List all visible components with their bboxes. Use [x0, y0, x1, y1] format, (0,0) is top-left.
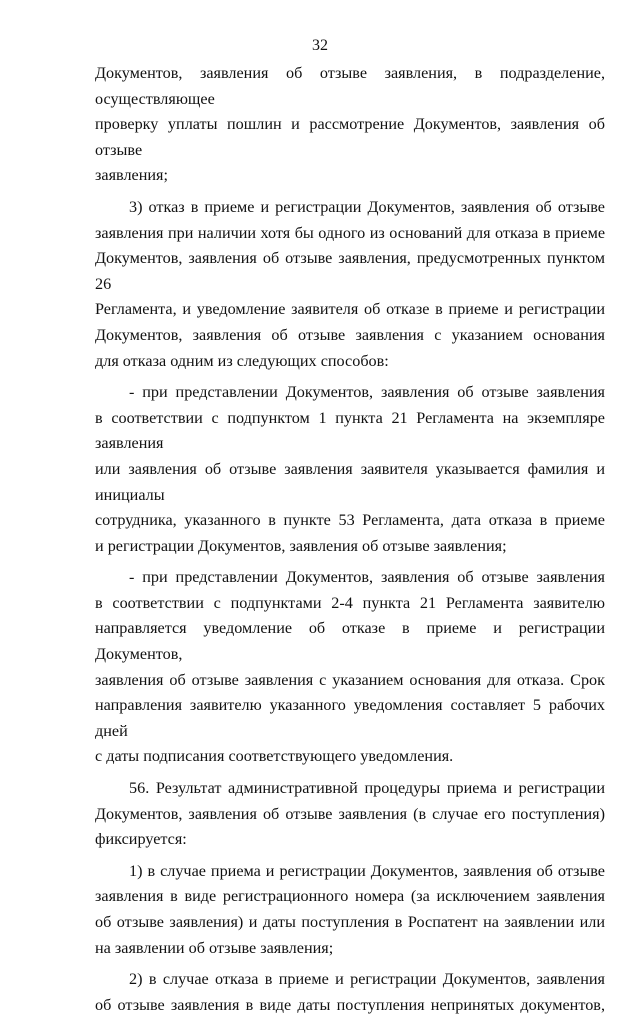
paragraph-bullet-2 — [95, 565, 605, 770]
text-line: - при представлении Документов, заявления об отзыве заявления — [129, 568, 605, 587]
text-line: Документов, заявления об отзыве заявления с указанием основания — [95, 325, 605, 344]
text-line: проверку уплаты пошлин и рассмотрение Документов, заявления об отзыве — [95, 115, 605, 159]
text-line: для отказа одним из следующих способов: — [95, 351, 389, 370]
paragraph-item-3 — [95, 195, 605, 374]
document-body — [95, 61, 605, 1018]
paragraph-continuation — [95, 61, 605, 189]
text-line: направления заявителю указанного уведомления составляет 5 рабочих дней — [95, 696, 605, 740]
text-line: 3) отказ в приеме и регистрации Документов, заявления об отзыве — [129, 197, 605, 216]
text-line: - при представлении Документов, заявления об отзыве заявления — [129, 383, 605, 402]
paragraph-subitem-1 — [95, 859, 605, 961]
text-line: заявления при наличии хотя бы одного из оснований для отказа в приеме — [95, 223, 605, 242]
text-line: или заявления об отзыве заявления заявителя указывается фамилия и инициалы — [95, 459, 605, 504]
paragraph-item-56 — [95, 776, 605, 853]
page-number: 32 — [312, 37, 328, 54]
text-line: с даты подписания соответствующего уведомления. — [95, 747, 454, 766]
text-line: на заявлении об отзыве заявления; — [95, 938, 334, 957]
paragraph-subitem-2 — [95, 967, 605, 1018]
text-line: заявления об отзыве заявления с указанием основания для отказа. Срок — [95, 670, 605, 689]
text-line: заявления; — [95, 166, 168, 185]
text-line: 1) в случае приема и регистрации Документов, заявления об отзыве — [129, 861, 605, 880]
text-line: Документов, заявления об отзыве заявления, предусмотренных пунктом 26 — [95, 249, 605, 293]
text-line: сотрудника, указанного в пункте 53 Регламента, дата отказа в приеме — [95, 511, 605, 530]
text-line: фиксируется: — [95, 830, 187, 849]
text-line: в соответствии с подпунктами 2-4 пункта 21 Регламента заявителю — [95, 593, 605, 612]
text-line: направляется уведомление об отказе в приеме и регистрации Документов, — [95, 619, 605, 664]
text-line: Регламента, и уведомление заявителя об отказе в приеме и регистрации — [95, 300, 605, 319]
text-line: об отзыве заявления) и даты поступления в Роспатент на заявлении или — [95, 913, 605, 931]
paragraph-bullet-1 — [95, 380, 605, 559]
text-line: заявления в виде регистрационного номера (за исключением заявления — [95, 887, 605, 906]
text-line: 2) в случае отказа в приеме и регистрации Документов, заявления — [129, 970, 605, 989]
text-line: и регистрации Документов, заявления об отзыве заявления; — [95, 536, 507, 555]
text-line: в соответствии с подпунктом 1 пункта 21 Регламента на экземпляре заявления — [95, 408, 605, 453]
text-line: Документов, заявления об отзыве заявления (в случае его поступления) — [95, 804, 605, 823]
text-line: об отзыве заявления в виде даты поступления непринятых документов, — [95, 995, 605, 1014]
text-line: Документов, заявления об отзыве заявления, в подразделение, осуществляющее — [95, 64, 605, 108]
text-line: 56. Результат административной процедуры приема и регистрации — [129, 779, 605, 798]
